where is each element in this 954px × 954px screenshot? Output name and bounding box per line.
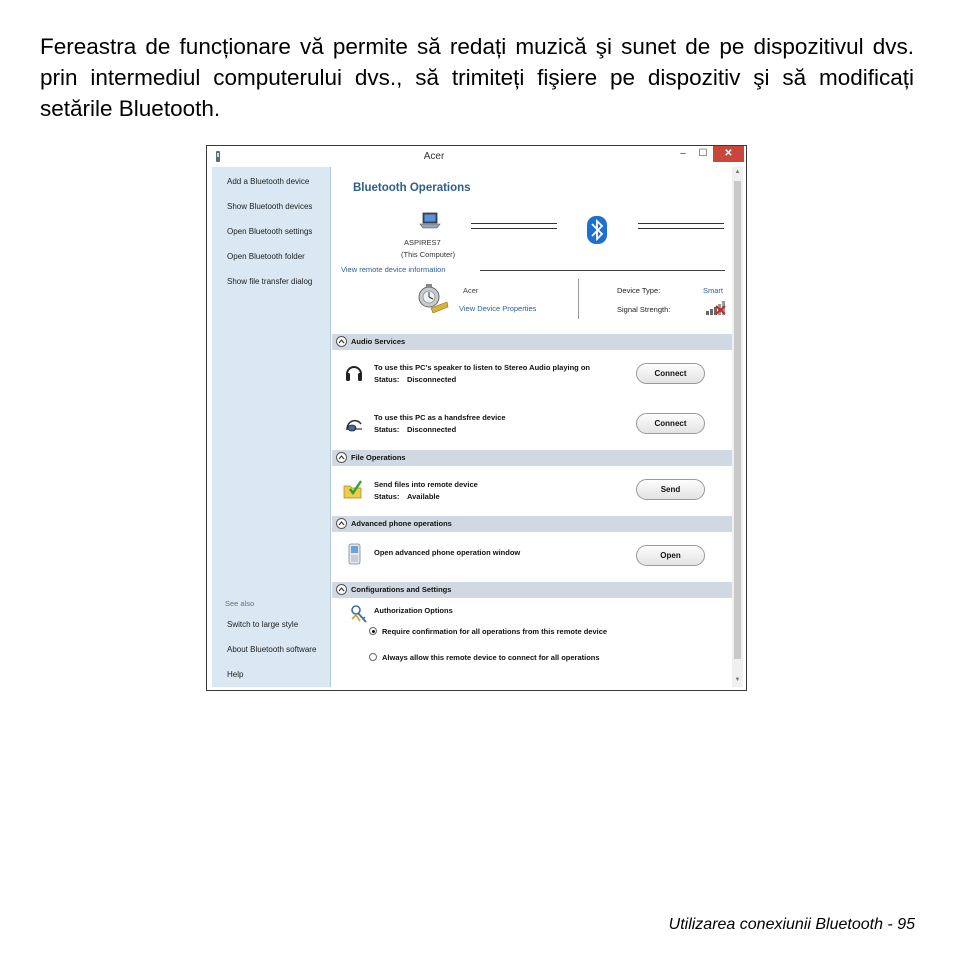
handsfree-headset-icon — [344, 412, 364, 434]
computer-subtitle: (This Computer) — [401, 250, 456, 259]
connection-line-left — [471, 223, 557, 229]
open-button[interactable]: Open — [636, 545, 705, 566]
divider — [480, 270, 725, 271]
bluetooth-icon — [587, 216, 607, 244]
intro-paragraph: Fereastra de funcționare vă permite să redați muzică şi sunet de pe dispozitivul dvs. prin intermediul computerului dvs., să trimiteți fişiere pe dispozitiv şi să modificați setările Bluetooth. — [40, 34, 914, 121]
file-status: Available — [407, 492, 440, 501]
section-title: Audio Services — [351, 337, 406, 346]
section-file-operations[interactable] — [332, 450, 732, 466]
audio-row2-text: To use this PC as a handsfree device — [374, 413, 506, 422]
signal-strength-icon — [705, 301, 727, 315]
section-title: Configurations and Settings — [351, 585, 452, 594]
file-row-text: Send files into remote device — [374, 480, 478, 489]
section-title: File Operations — [351, 453, 406, 462]
device-type-label: Device Type: — [617, 286, 661, 295]
close-button[interactable]: ✕ — [713, 146, 744, 162]
file-status-label: Status: — [374, 492, 400, 501]
option-require-confirmation: Require confirmation for all operations from this remote device — [382, 627, 608, 636]
sidebar-item-open-folder[interactable]: Open Bluetooth folder — [227, 252, 305, 261]
scroll-down-icon[interactable]: ▼ — [734, 677, 741, 683]
section-title: Advanced phone operations — [351, 519, 452, 528]
collapse-icon[interactable] — [336, 452, 347, 463]
scrollbar-thumb[interactable] — [734, 181, 741, 659]
send-files-icon — [343, 478, 363, 500]
vertical-divider — [578, 279, 579, 319]
collapse-icon[interactable] — [336, 584, 347, 595]
audio-row1-status-label: Status: — [374, 375, 400, 384]
maximize-button[interactable]: ☐ — [698, 148, 708, 159]
authorization-options-label: Authorization Options — [374, 606, 453, 615]
sidebar-item-large-style[interactable]: Switch to large style — [227, 620, 299, 629]
audio-row1-status: Disconnected — [407, 375, 457, 384]
audio-row2-status: Disconnected — [407, 425, 457, 434]
authorization-icon — [349, 603, 369, 625]
see-also-heading: See also — [225, 599, 255, 608]
phone-icon — [345, 543, 365, 565]
option-always-allow: Always allow this remote device to connect for all operations — [382, 653, 600, 662]
sidebar-item-about[interactable]: About Bluetooth software — [227, 645, 317, 654]
radio-always-allow[interactable] — [369, 653, 377, 661]
phone-row-text: Open advanced phone operation window — [374, 548, 521, 557]
sidebar-item-open-settings[interactable]: Open Bluetooth settings — [227, 227, 313, 236]
view-device-properties-link[interactable]: View Device Properties — [459, 304, 537, 313]
device-icon — [415, 282, 449, 316]
device-type-value: Smart — [703, 286, 724, 295]
connect-stereo-button[interactable]: Connect — [636, 363, 705, 384]
radio-require-confirmation[interactable] — [369, 627, 377, 635]
bluetooth-window — [206, 145, 747, 691]
sidebar — [212, 167, 331, 687]
sidebar-item-help[interactable]: Help — [227, 670, 244, 679]
view-remote-info-link[interactable]: View remote device information — [341, 265, 446, 274]
scroll-up-icon[interactable]: ▲ — [734, 169, 741, 175]
connect-handsfree-button[interactable]: Connect — [636, 413, 705, 434]
audio-row1-text: To use this PC's speaker to listen to Stereo Audio playing on — [374, 363, 590, 372]
sidebar-item-add-device[interactable]: Add a Bluetooth device — [227, 177, 310, 186]
device-name: Acer — [463, 286, 479, 295]
page-footer: Utilizarea conexiunii Bluetooth - 95 — [668, 916, 915, 933]
section-configurations[interactable] — [332, 582, 732, 598]
signal-strength-label: Signal Strength: — [617, 305, 671, 314]
title-bar — [207, 146, 746, 167]
send-button[interactable]: Send — [636, 479, 705, 500]
minimize-button[interactable]: – — [680, 148, 686, 159]
vertical-scrollbar[interactable] — [732, 167, 743, 687]
section-audio-services[interactable] — [332, 334, 732, 350]
section-advanced-phone[interactable] — [332, 516, 732, 532]
audio-row2-status-label: Status: — [374, 425, 400, 434]
collapse-icon[interactable] — [336, 518, 347, 529]
sidebar-item-file-transfer[interactable]: Show file transfer dialog — [227, 277, 313, 286]
headphones-icon — [344, 362, 364, 384]
laptop-icon — [419, 212, 441, 230]
operations-title: Bluetooth Operations — [353, 182, 471, 194]
connection-line-right — [638, 223, 724, 229]
computer-name: ASPIRES7 — [404, 238, 441, 247]
sidebar-item-show-devices[interactable]: Show Bluetooth devices — [227, 202, 313, 211]
collapse-icon[interactable] — [336, 336, 347, 347]
window-title: Acer — [423, 151, 445, 162]
main-panel — [331, 167, 732, 687]
